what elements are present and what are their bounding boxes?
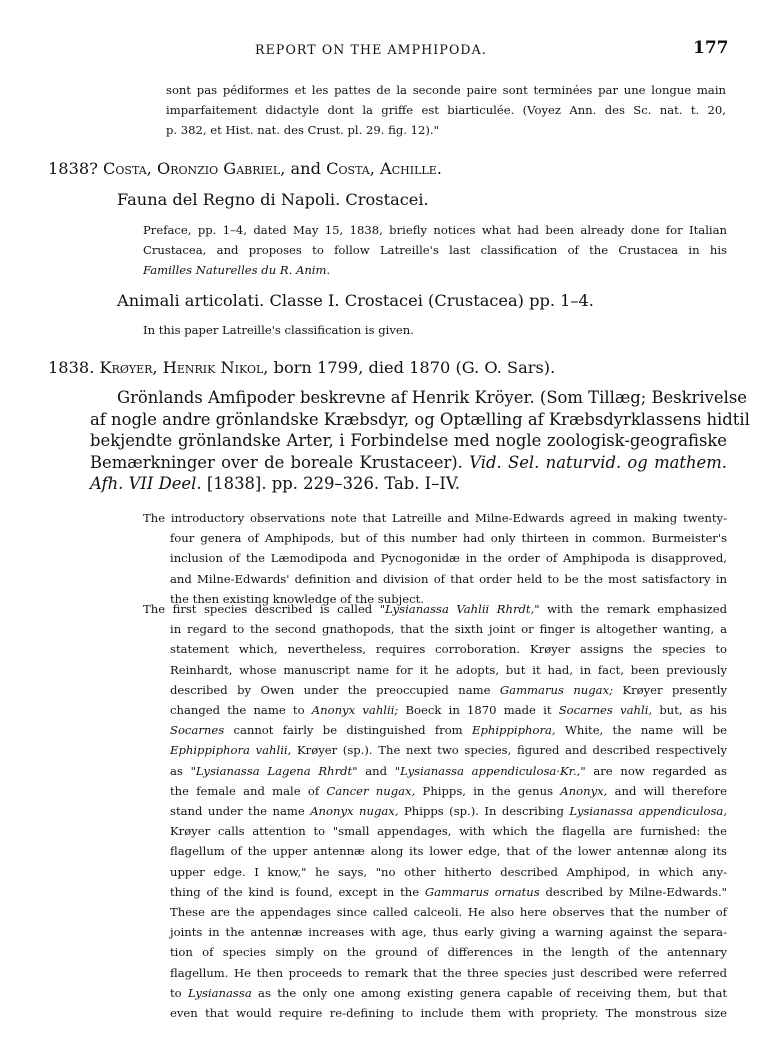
para-line: the then existing knowledge of the subject. [170,591,424,606]
para-line: joints in the antennæ increases with age, thus early giving a warning against the separa- [170,925,727,940]
continued-quote [166,80,726,141]
author-name: Costa, Achille. [326,159,442,178]
para-line: The first species described is called "Lysianassa Vahlii Rhrdt," with the remark emphasized [143,602,728,616]
para-line: flagellum. He then proceeds to remark that the three species just described were referred [170,965,727,980]
para-line: The introductory observations note that Latreille and Milne-Edwards agreed in making twenty- [143,511,727,525]
para-line: inclusion of the Læmodipoda and Pycnogonidæ in the order of Amphipoda is disapproved, [170,551,727,566]
journal-name: Vid. Sel. naturvid. og mathem. [469,452,727,472]
entry-year: 1838? [48,159,98,178]
para-line: upper edge. I know," he says, "no other hitherto described Amphipod, in which any- [170,864,727,879]
title-line [90,452,727,474]
note-line: Preface, pp. 1–4, dated May 15, 1838, briefly notices what had been already done for Italian [143,223,727,237]
para-line: as "Lysianassa Lagena Rhrdt" and "Lysianassa appendiculosa·Kr.," are now regarded as [170,763,727,778]
conjunction: and [290,159,321,178]
para-line: flagellum of the upper antennæ along its lower edge, that of the lower antennæ along its [170,844,727,859]
para-line: to Lysianassa as the only one among existing genera capable of receiving them, but that [170,985,728,1000]
quote-line: p. 382, et Hist. nat. des Crust. pl. 29. fig. 12)." [166,123,439,138]
quote-line: imparfaitement didactyle dont la griffe est biarticulée. (Voyez Ann. des Sc. nat. t. 20, [166,103,726,118]
kroyer-paragraph-2 [143,599,727,1023]
para-line: even that would require re-defining to include them with propriety. The monstrous size [170,1006,727,1021]
note-line [143,260,727,280]
para-line: These are the appendages since called calceoli. He also here observes that the number of [170,905,727,920]
para-line: thing of the kind is found, except in the Gammarus ornatus described by Milne-Edwards." [170,884,727,899]
costa-work-title: Fauna del Regno di Napoli. Crostacei. [117,190,429,209]
page-number: 177 [693,38,729,58]
para-line: the female and male of Cancer nugax, Phipps, in the genus Anonyx, and will therefore [170,783,728,798]
italic-reference: Familles Naturelles du R. Anim. [143,263,331,278]
author-name: Krøyer, Henrik Nikol, [99,358,269,377]
para-line: tion of species simply on the ground of differences in the length of the antennary [170,945,727,960]
costa-note [143,220,727,281]
para-line: Socarnes cannot fairly be distinguished from Ephippiphora, White, the name will be [170,723,728,738]
title-line: Grönlands Amfipoder beskrevne af Henrik Kröyer. (Som Tillæg; Beskrivelse [117,388,747,407]
title-text: Bemærkninger over de boreale Krustaceer). [90,452,463,472]
entry-year: 1838. [48,358,95,377]
para-line: described by Owen under the preoccupied name Gammarus nugax; Krøyer presently [170,682,728,697]
kroyer-work-title [90,387,750,495]
kroyer-entry-heading [48,357,555,379]
costa-subnote: In this paper Latreille's classification is given. [143,323,414,337]
para-line: stand under the name Anonyx nugax, Phipps (sp.). In describing Lysianassa appendiculosa, [170,804,728,819]
title-line: af nogle andre grönlandske Kræbsdyr, og Optælling af Kræbsdyrklassens hidtil [90,409,750,429]
quote-line: sont pas pédiformes et les pattes de la seconde paire sont terminées par une longue main [166,83,726,97]
kroyer-paragraph-1 [143,508,727,609]
title-line: bekjendte grönlandske Arter, i Forbindelse med nogle zoologisk-geografiske [90,431,727,451]
para-line: four genera of Amphipods, but of this number had only thirteen in common. Burmeister's [170,531,727,546]
running-title: REPORT ON THE AMPHIPODA. [255,42,487,57]
para-line: Krøyer calls attention to "small appendages, with which the flagella are furnished: the [170,824,727,839]
para-line: changed the name to Anonyx vahlii; Boeck in 1870 made it Socarnes vahli, but, as his [170,703,727,718]
para-line: Ephippiphora vahlii, Krøyer (sp.). The next two species, figured and described respectively [170,743,728,758]
para-line: in regard to the second gnathopods, that the sixth joint or finger is altogether wanting, a [170,622,727,637]
costa-subtitle: Animali articolati. Classe I. Crostacei (Crustacea) pp. 1–4. [117,291,594,310]
para-line: Reinhardt, whose manuscript name for it he adopts, but it had, in fact, been previously [170,662,727,677]
citation-details: [1838]. pp. 229–326. Tab. I–IV. [206,474,460,494]
journal-name: Afh. VII Deel. [90,474,202,494]
title-line [90,473,727,495]
para-line: and Milne-Edwards' definition and division of that order held to be the most satisfactory in [170,571,727,586]
costa-entry-heading [48,158,442,180]
author-dates: born 1799, died 1870 (G. O. Sars). [273,358,556,377]
note-line: Crustacea, and proposes to follow Latreille's last classification of the Crustacea in his [143,243,727,258]
author-name: Costa, Oronzio Gabriel, [103,159,286,178]
para-line: statement which, nevertheless, requires corroboration. Krøyer assigns the species to [170,642,727,657]
